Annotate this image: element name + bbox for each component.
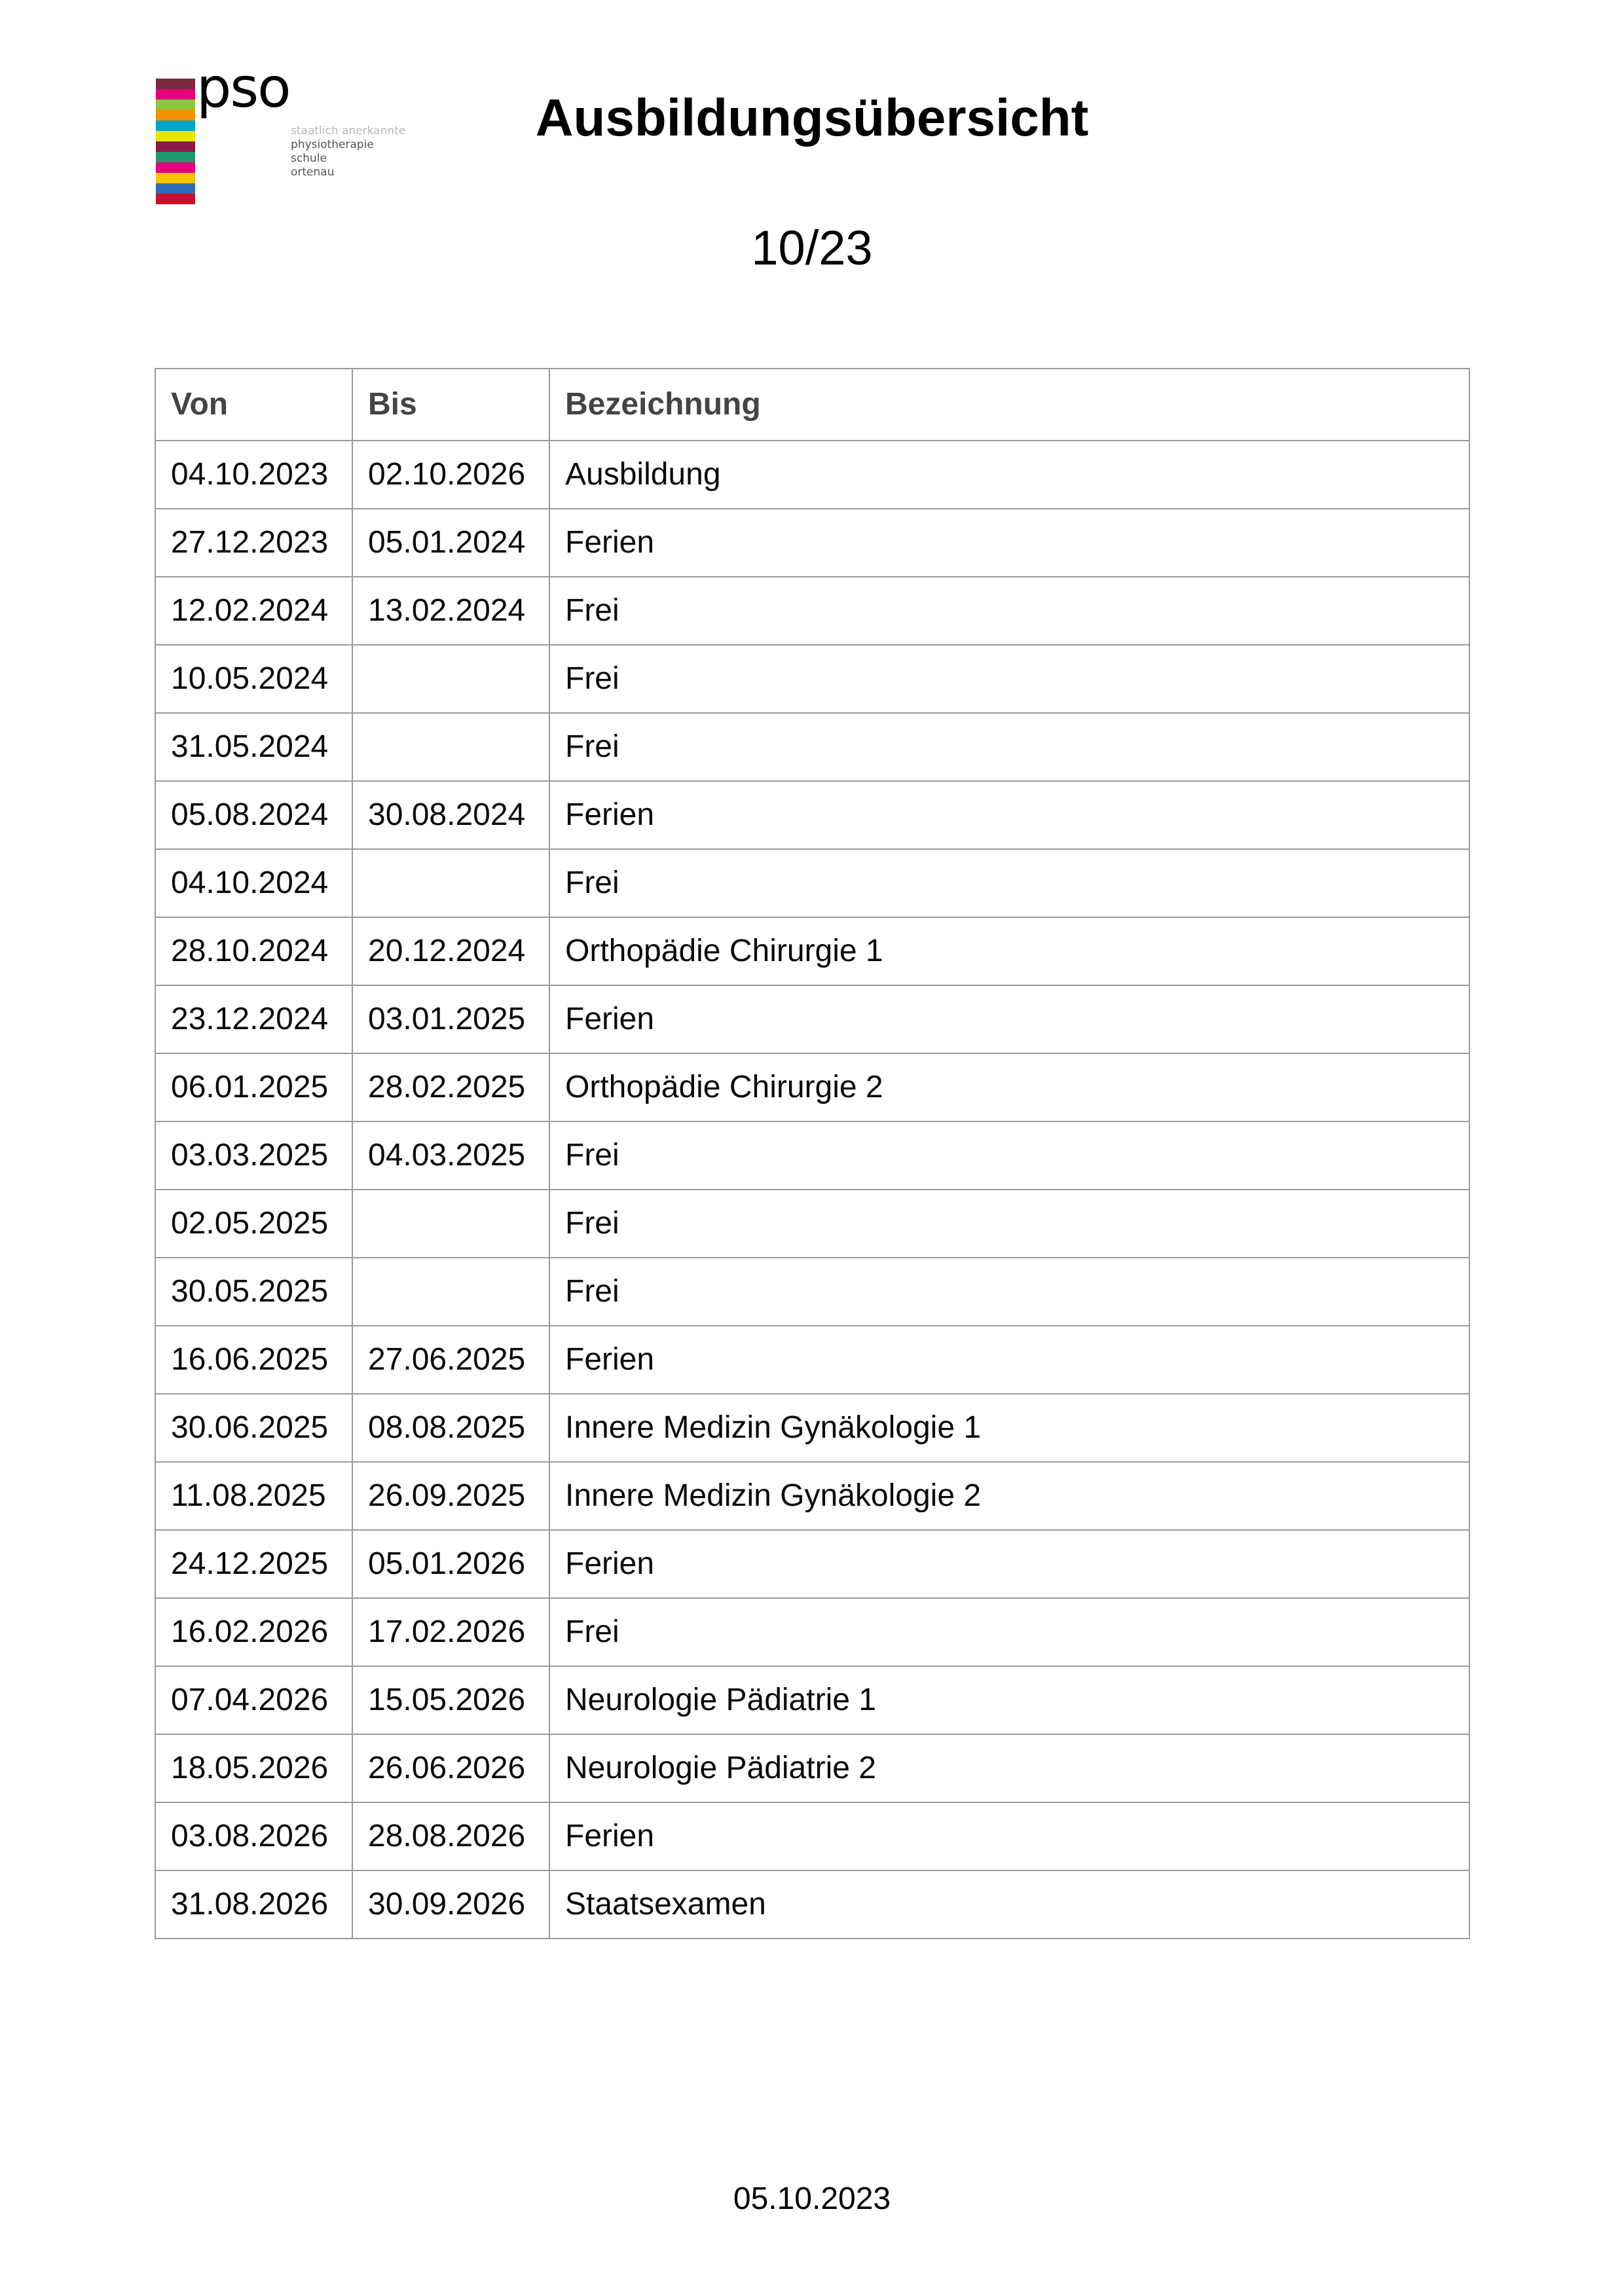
table-row [155,1870,1469,1939]
logo-tagline-line: ortenau [291,166,335,179]
cell-label: Frei [549,849,1469,917]
cell-from: 28.10.2024 [155,917,352,985]
cell-to: 03.01.2025 [352,985,549,1053]
cell-label: Staatsexamen [549,1870,1469,1939]
cell-label: Ferien [549,1326,1469,1394]
cell-from: 02.05.2025 [155,1190,352,1258]
table-row [155,645,1469,713]
document-date: 05.10.2023 [733,2181,891,2216]
cell-to: 13.02.2024 [352,577,549,645]
cell-label: Frei [549,1190,1469,1258]
table-row [155,1462,1469,1530]
cell-label: Orthopädie Chirurgie 2 [549,1053,1469,1121]
table-row [155,1053,1469,1121]
logo-color-stripes [156,79,195,204]
cell-from: 11.08.2025 [155,1462,352,1530]
logo-stripe [156,131,195,141]
cell-to: 26.06.2026 [352,1734,549,1802]
table-row [155,1802,1469,1870]
cell-to: 17.02.2026 [352,1598,549,1666]
cell-from: 30.06.2025 [155,1394,352,1462]
logo-stripe [156,79,195,89]
cell-from: 03.03.2025 [155,1121,352,1190]
cell-to: 28.02.2025 [352,1053,549,1121]
table-row [155,1734,1469,1802]
logo-stripe [156,100,195,110]
column-header-from: Von [155,369,352,441]
cell-label: Ausbildung [549,441,1469,509]
table-row [155,1326,1469,1394]
cell-label: Innere Medizin Gynäkologie 2 [549,1462,1469,1530]
table-row [155,1598,1469,1666]
cell-label: Frei [549,1258,1469,1326]
logo-stripe [156,89,195,100]
cell-label: Ferien [549,509,1469,577]
logo-stripe [156,141,195,152]
column-header-to: Bis [352,369,549,441]
cell-label: Ferien [549,985,1469,1053]
cell-to: 15.05.2026 [352,1666,549,1734]
cell-from: 04.10.2023 [155,441,352,509]
cell-to: 04.03.2025 [352,1121,549,1190]
table-row [155,781,1469,849]
cell-label: Innere Medizin Gynäkologie 1 [549,1394,1469,1462]
school-logo [156,56,406,206]
cell-to: 30.09.2026 [352,1870,549,1939]
table-row [155,1258,1469,1326]
cell-from: 16.06.2025 [155,1326,352,1394]
table-row [155,985,1469,1053]
logo-tagline [291,124,405,179]
course-code: 10/23 [751,221,873,275]
logo-stripe [156,183,195,194]
cell-to [352,1258,549,1326]
cell-label: Frei [549,713,1469,781]
logo-stripe [156,162,195,173]
cell-label: Neurologie Pädiatrie 1 [549,1666,1469,1734]
logo-stripe [156,120,195,131]
document-title: Ausbildungsübersicht [535,88,1089,147]
table-row [155,509,1469,577]
cell-label: Orthopädie Chirurgie 1 [549,917,1469,985]
cell-label: Frei [549,645,1469,713]
logo-tagline-line: staatlich anerkannte [291,124,406,137]
cell-to: 28.08.2026 [352,1802,549,1870]
cell-label: Frei [549,577,1469,645]
cell-from: 31.05.2024 [155,713,352,781]
cell-from: 07.04.2026 [155,1666,352,1734]
cell-from: 16.02.2026 [155,1598,352,1666]
column-header-label: Bezeichnung [549,369,1469,441]
table-row [155,1121,1469,1190]
logo-tagline-line: physiotherapie [291,138,374,151]
cell-to [352,713,549,781]
logo-stripe [156,152,195,162]
table-row [155,917,1469,985]
cell-label: Ferien [549,1802,1469,1870]
cell-from: 27.12.2023 [155,509,352,577]
cell-from: 06.01.2025 [155,1053,352,1121]
cell-label: Neurologie Pädiatrie 2 [549,1734,1469,1802]
cell-from: 04.10.2024 [155,849,352,917]
cell-to [352,645,549,713]
cell-from: 24.12.2025 [155,1530,352,1598]
cell-from: 23.12.2024 [155,985,352,1053]
cell-from: 05.08.2024 [155,781,352,849]
cell-to: 02.10.2026 [352,441,549,509]
table-row [155,1190,1469,1258]
table-row [155,1530,1469,1598]
cell-from: 31.08.2026 [155,1870,352,1939]
logo-stripe [156,173,195,183]
logo-stripe [156,110,195,120]
cell-label: Frei [549,1598,1469,1666]
cell-to [352,849,549,917]
cell-to: 26.09.2025 [352,1462,549,1530]
table-row [155,441,1469,509]
cell-label: Ferien [549,1530,1469,1598]
cell-from: 10.05.2024 [155,645,352,713]
cell-from: 30.05.2025 [155,1258,352,1326]
cell-from: 18.05.2026 [155,1734,352,1802]
table-header-row [155,369,1469,441]
schedule-table [155,368,1470,1939]
cell-to [352,1190,549,1258]
logo-tagline-line: schule [291,152,327,165]
logo-stripe [156,194,195,204]
cell-to: 05.01.2026 [352,1530,549,1598]
table-row [155,713,1469,781]
table-row [155,1666,1469,1734]
cell-label: Frei [549,1121,1469,1190]
cell-to: 08.08.2025 [352,1394,549,1462]
cell-to: 30.08.2024 [352,781,549,849]
cell-to: 27.06.2025 [352,1326,549,1394]
cell-to: 20.12.2024 [352,917,549,985]
table-row [155,1394,1469,1462]
cell-to: 05.01.2024 [352,509,549,577]
table-row [155,577,1469,645]
cell-from: 12.02.2024 [155,577,352,645]
cell-label: Ferien [549,781,1469,849]
cell-from: 03.08.2026 [155,1802,352,1870]
table-row [155,849,1469,917]
logo-wordmark: pso [196,56,290,120]
